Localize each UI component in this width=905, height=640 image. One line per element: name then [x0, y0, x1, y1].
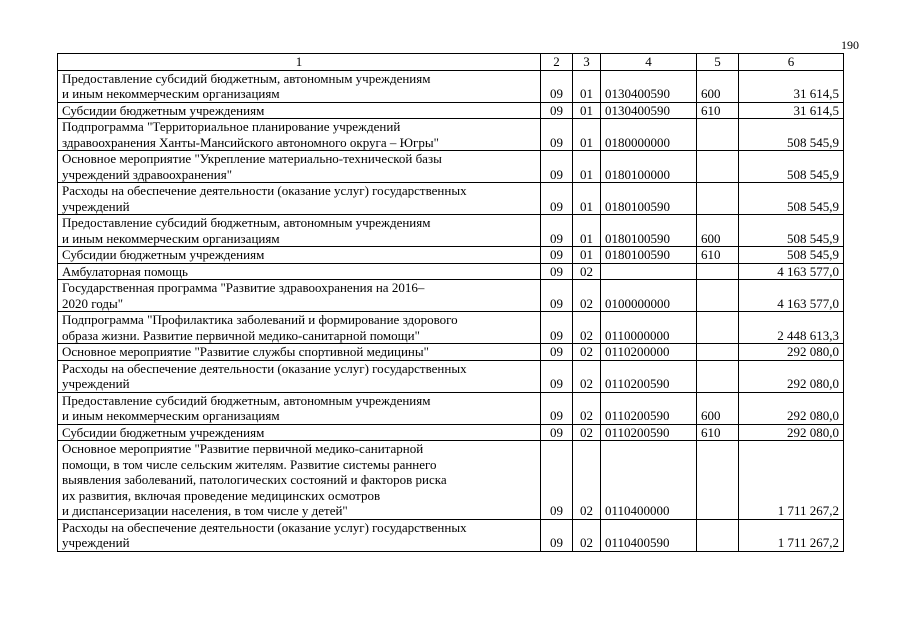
target-article-cell: 0180100590	[601, 183, 697, 215]
expense-type-cell: 600	[697, 392, 739, 424]
subsection-code-cell: 01	[573, 70, 601, 102]
amount-cell: 508 545,9	[739, 151, 844, 183]
expense-type-cell	[697, 183, 739, 215]
row-name-line: Расходы на обеспечение деятельности (оказание услуг) государственных	[62, 360, 467, 376]
row-name-line: Подпрограмма "Профилактика заболеваний и формирование здорового	[62, 312, 458, 327]
row-name-line: Расходы на обеспечение деятельности (оказание услуг) государственных	[62, 519, 467, 535]
row-name-line: их развития, включая проведение медицинских осмотров	[62, 487, 381, 503]
expense-type-cell: 600	[697, 70, 739, 102]
expense-type-cell	[697, 280, 739, 312]
subsection-code-cell: 01	[573, 183, 601, 215]
section-code-cell: 09	[541, 424, 573, 441]
header-cell-3: 3	[573, 54, 601, 71]
target-article-cell: 0110200590	[601, 392, 697, 424]
subsection-code-cell: 01	[573, 247, 601, 264]
row-name-cell	[58, 183, 541, 215]
row-name-line: Предоставление субсидий бюджетным, автономным учреждениям	[62, 392, 431, 408]
expense-type-cell: 610	[697, 424, 739, 441]
page-number: 190	[841, 38, 859, 52]
row-name-cell	[58, 360, 541, 392]
row-name-line: Амбулаторная помощь	[62, 263, 188, 279]
target-article-cell: 0180100590	[601, 215, 697, 247]
row-name-cell	[58, 424, 541, 441]
row-name-line: образа жизни. Развитие первичной медико-санитарной помощи"	[62, 327, 420, 343]
section-code-cell: 09	[541, 280, 573, 312]
target-article-cell: 0130400590	[601, 70, 697, 102]
subsection-code-cell: 01	[573, 102, 601, 119]
amount-cell: 4 163 577,0	[739, 263, 844, 280]
row-name-line: помощи, в том числе сельским жителям. Развитие системы раннего	[62, 456, 437, 472]
amount-cell: 508 545,9	[739, 247, 844, 264]
target-article-cell: 0110200590	[601, 424, 697, 441]
table-row	[58, 151, 844, 183]
row-name-cell	[58, 215, 541, 247]
table-row	[58, 360, 844, 392]
subsection-code-cell: 01	[573, 151, 601, 183]
table-row	[58, 102, 844, 119]
target-article-cell: 0110400590	[601, 519, 697, 551]
row-name-line: Предоставление субсидий бюджетным, автономным учреждениям	[62, 70, 431, 86]
target-article-cell	[601, 263, 697, 280]
subsection-code-cell: 02	[573, 441, 601, 520]
table-row	[58, 312, 844, 344]
amount-cell: 508 545,9	[739, 215, 844, 247]
row-name-line: 2020 годы"	[62, 295, 124, 311]
row-name-line: учреждений здравоохранения"	[62, 166, 233, 182]
row-name-cell	[58, 312, 541, 344]
row-name-line: учреждений	[62, 376, 130, 391]
expense-type-cell	[697, 151, 739, 183]
header-cell-1: 1	[58, 54, 541, 71]
amount-cell: 292 080,0	[739, 424, 844, 441]
row-name-line: выявления заболеваний, патологических состояний и факторов риска	[62, 472, 447, 487]
header-cell-2: 2	[541, 54, 573, 71]
expense-type-cell	[697, 360, 739, 392]
row-name-line: Основное мероприятие "Развитие первичной медико-санитарной	[62, 441, 424, 456]
section-code-cell: 09	[541, 70, 573, 102]
row-name-line: Основное мероприятие "Развитие службы спортивной медицины"	[62, 344, 429, 359]
header-cell-6: 6	[739, 54, 844, 71]
expense-type-cell	[697, 441, 739, 520]
row-name-cell	[58, 119, 541, 151]
row-name-line: здравоохранения Ханты-Мансийского автономного округа – Югры"	[62, 134, 439, 150]
row-name-line: Государственная программа "Развитие здравоохранения на 2016–	[62, 280, 425, 295]
section-code-cell: 09	[541, 263, 573, 280]
table-row	[58, 247, 844, 264]
table-row	[58, 70, 844, 102]
subsection-code-cell: 02	[573, 519, 601, 551]
expense-type-cell	[697, 263, 739, 280]
table-row	[58, 519, 844, 551]
amount-cell: 1 711 267,2	[739, 519, 844, 551]
amount-cell: 4 163 577,0	[739, 280, 844, 312]
row-name-line: Предоставление субсидий бюджетным, автономным учреждениям	[62, 215, 431, 230]
row-name-cell	[58, 263, 541, 280]
amount-cell: 292 080,0	[739, 360, 844, 392]
section-code-cell: 09	[541, 151, 573, 183]
row-name-cell	[58, 519, 541, 551]
amount-cell: 292 080,0	[739, 344, 844, 361]
row-name-line: учреждений	[62, 198, 130, 214]
section-code-cell: 09	[541, 183, 573, 215]
row-name-line: и иным некоммерческим организациям	[62, 86, 280, 101]
expense-type-cell: 600	[697, 215, 739, 247]
row-name-cell	[58, 70, 541, 102]
row-name-cell	[58, 344, 541, 361]
target-article-cell: 0110000000	[601, 312, 697, 344]
expense-type-cell: 610	[697, 102, 739, 119]
subsection-code-cell: 02	[573, 424, 601, 441]
target-article-cell: 0110400000	[601, 441, 697, 520]
table-row	[58, 215, 844, 247]
row-name-cell	[58, 392, 541, 424]
amount-cell: 508 545,9	[739, 119, 844, 151]
amount-cell: 292 080,0	[739, 392, 844, 424]
section-code-cell: 09	[541, 312, 573, 344]
row-name-cell	[58, 102, 541, 119]
row-name-line: учреждений	[62, 535, 130, 550]
target-article-cell: 0180000000	[601, 119, 697, 151]
expense-type-cell	[697, 119, 739, 151]
section-code-cell: 09	[541, 441, 573, 520]
expense-type-cell	[697, 519, 739, 551]
amount-cell: 31 614,5	[739, 70, 844, 102]
subsection-code-cell: 01	[573, 119, 601, 151]
table-row	[58, 119, 844, 151]
expense-type-cell: 610	[697, 247, 739, 264]
subsection-code-cell: 02	[573, 344, 601, 361]
table-row	[58, 392, 844, 424]
target-article-cell: 0110200590	[601, 360, 697, 392]
row-name-line: Субсидии бюджетным учреждениям	[62, 424, 265, 440]
row-name-line: Основное мероприятие "Укрепление материально-технической базы	[62, 151, 442, 166]
table-row	[58, 344, 844, 361]
section-code-cell: 09	[541, 392, 573, 424]
subsection-code-cell: 02	[573, 360, 601, 392]
section-code-cell: 09	[541, 247, 573, 264]
section-code-cell: 09	[541, 344, 573, 361]
table-row	[58, 441, 844, 520]
expense-type-cell	[697, 312, 739, 344]
section-code-cell: 09	[541, 519, 573, 551]
row-name-cell	[58, 441, 541, 520]
row-name-line: и иным некоммерческим организациям	[62, 230, 280, 246]
header-row	[58, 54, 844, 71]
amount-cell: 31 614,5	[739, 102, 844, 119]
expense-type-cell	[697, 344, 739, 361]
table-row	[58, 280, 844, 312]
section-code-cell: 09	[541, 215, 573, 247]
row-name-line: Расходы на обеспечение деятельности (оказание услуг) государственных	[62, 183, 467, 198]
row-name-cell	[58, 280, 541, 312]
subsection-code-cell: 02	[573, 392, 601, 424]
row-name-line: и диспансеризации населения, в том числе у детей"	[62, 503, 348, 518]
row-name-line: Подпрограмма "Территориальное планирование учреждений	[62, 119, 401, 134]
row-name-line: и иным некоммерческим организациям	[62, 408, 280, 423]
table-row	[58, 183, 844, 215]
row-name-line: Субсидии бюджетным учреждениям	[62, 247, 265, 262]
section-code-cell: 09	[541, 102, 573, 119]
amount-cell: 1 711 267,2	[739, 441, 844, 520]
row-name-cell	[58, 151, 541, 183]
table-row	[58, 424, 844, 441]
amount-cell: 508 545,9	[739, 183, 844, 215]
row-name-line: Субсидии бюджетным учреждениям	[62, 102, 265, 118]
row-name-cell	[58, 247, 541, 264]
header-cell-5: 5	[697, 54, 739, 71]
target-article-cell: 0130400590	[601, 102, 697, 119]
subsection-code-cell: 02	[573, 312, 601, 344]
target-article-cell: 0180100590	[601, 247, 697, 264]
header-cell-4: 4	[601, 54, 697, 71]
target-article-cell: 0100000000	[601, 280, 697, 312]
amount-cell: 2 448 613,3	[739, 312, 844, 344]
target-article-cell: 0110200000	[601, 344, 697, 361]
table-body	[58, 54, 844, 552]
subsection-code-cell: 02	[573, 280, 601, 312]
budget-table	[57, 53, 844, 552]
subsection-code-cell: 02	[573, 263, 601, 280]
section-code-cell: 09	[541, 360, 573, 392]
target-article-cell: 0180100000	[601, 151, 697, 183]
section-code-cell: 09	[541, 119, 573, 151]
subsection-code-cell: 01	[573, 215, 601, 247]
table-row	[58, 263, 844, 280]
